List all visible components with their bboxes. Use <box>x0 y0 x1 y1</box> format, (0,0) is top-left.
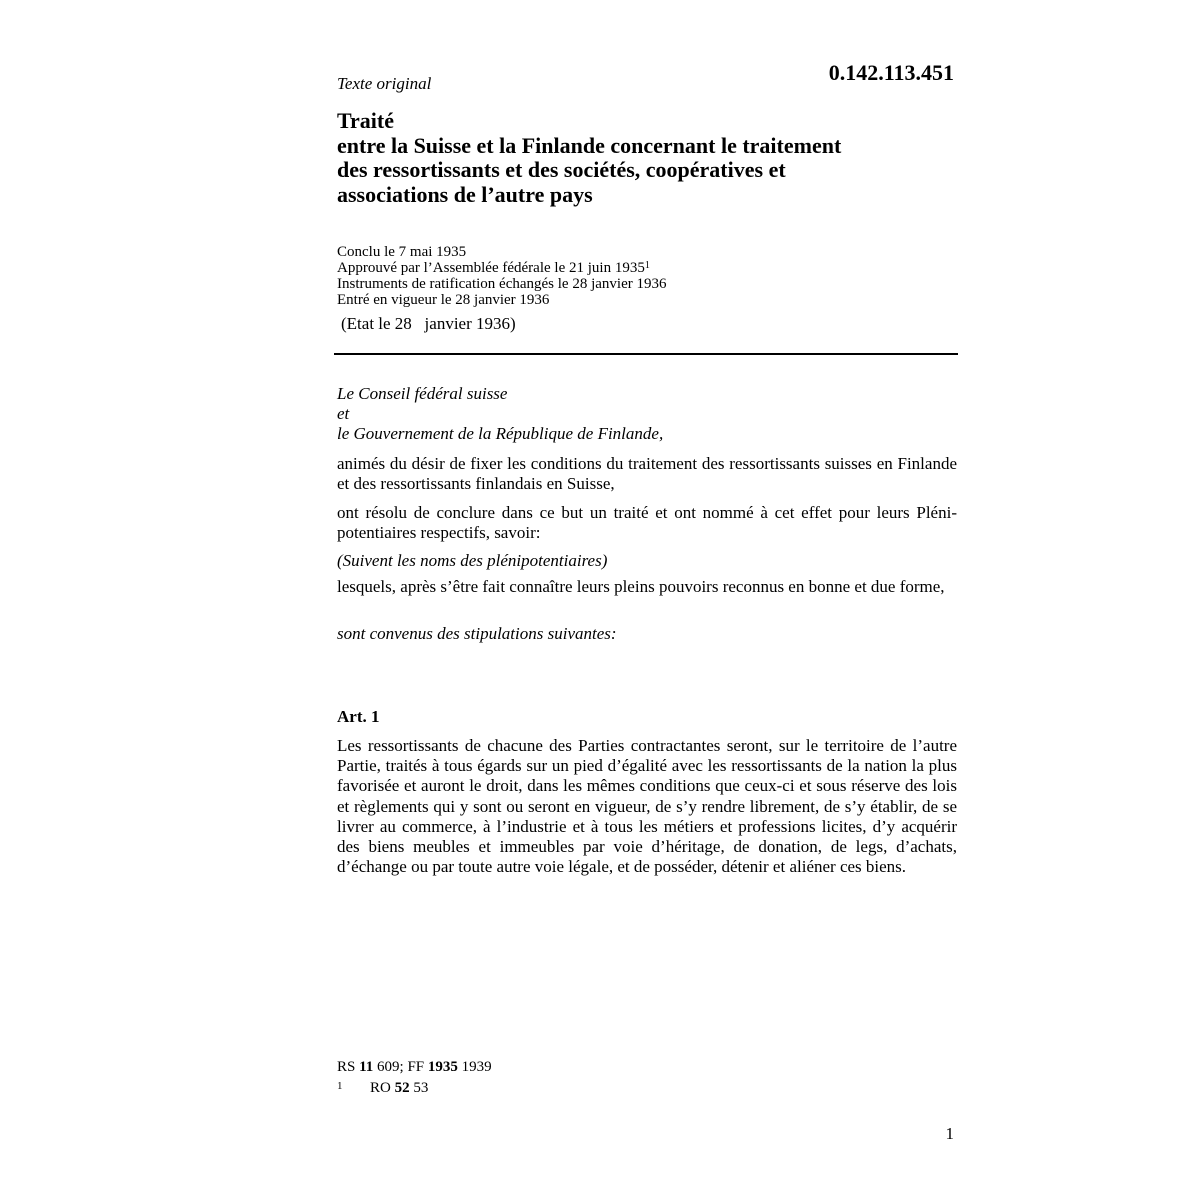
party-swiss: Le Conseil fédéral suisse <box>337 384 508 403</box>
concluded-date: Conclu le 7 mai 1935 <box>337 244 467 260</box>
title-line: des ressortissants et des sociétés, coopératives et <box>337 157 786 182</box>
treaty-metadata <box>337 244 957 308</box>
footnote-ro-volume: 52 <box>394 1080 410 1096</box>
source-ff-year: 1935 <box>427 1059 458 1075</box>
source-rs-page: 609; FF <box>373 1059 428 1075</box>
treaty-title <box>337 109 957 207</box>
original-text-label: Texte original <box>337 74 432 93</box>
preamble-paragraph: animés du désir de fixer les conditions du traitement des ressortissants suisses en Finlande et des ressortissants finlandais en Suisse, <box>337 454 957 493</box>
footnote-number: 1 <box>337 1080 343 1092</box>
article-heading: Art. 1 <box>337 707 380 726</box>
document-number: 0.142.113.451 <box>828 60 954 85</box>
footnote-ro-page: 53 <box>409 1080 429 1096</box>
title-line: Traité <box>337 108 395 133</box>
status-date: (Etat le 28 janvier 1936) <box>341 314 516 333</box>
footnote-ref[interactable]: 1 <box>644 260 650 271</box>
source-ff-page: 1939 <box>457 1059 492 1075</box>
footnote-ro-label: RO <box>370 1080 395 1096</box>
approved-date: Approuvé par l’Assemblée fédérale le 21 juin 1935 <box>337 260 645 276</box>
header-divider <box>334 353 958 355</box>
party-conjunction: et <box>337 404 350 423</box>
title-line: entre la Suisse et la Finlande concernant le traitement <box>337 132 842 158</box>
footnote-1 <box>337 1080 428 1097</box>
article-text: Les ressortissants de chacune des Parties contractantes seront, sur le territoire de l’autre Partie, traités à tous égards sur un pied d’égalité avec les ressortissants de la nation la plus favorisée et auront le droit, dans les mêmes conditions que ceux-ci et sous réserve des lois et règlements qui y sont ou seront en vigueur, de s’y rendre librement, de s’y établir, de se livrer au commerce, à l’industrie et à tous les métiers et professions licites, d’y acquérir des biens meubles et immeubles par voie d’héritage, de donation, de legs, d’achats, d’échange ou par toute autre voie légale, et de posséder, détenir et aliéner ces biens. <box>337 736 957 877</box>
title-line: associations de l’autre pays <box>337 181 593 207</box>
source-footnote <box>337 1059 492 1076</box>
source-rs-volume: 11 <box>359 1059 374 1075</box>
source-rs-label: RS <box>337 1059 360 1075</box>
preamble-paragraph: sont convenus des stipulations suivantes: <box>337 624 617 643</box>
page-number: 1 <box>945 1124 954 1143</box>
entry-into-force-date: Entré en vigueur le 28 janvier 1936 <box>337 292 550 308</box>
preamble-paragraph: (Suivent les noms des plénipotentiaires) <box>337 551 608 570</box>
ratification-date: Instruments de ratification échangés le 28 janvier 1936 <box>337 276 667 292</box>
approval-line <box>337 260 957 276</box>
contracting-parties <box>337 384 957 444</box>
party-finland: le Gouvernement de la République de Finlande, <box>337 424 664 443</box>
preamble-paragraph: ont résolu de conclure dans ce but un traité et ont nommé à cet effet pour leurs Plénipotentiaires respectifs, savoir: <box>337 503 957 542</box>
preamble-paragraph: lesquels, après s’être fait connaître leurs pleins pouvoirs reconnus en bonne et due forme, <box>337 577 945 596</box>
